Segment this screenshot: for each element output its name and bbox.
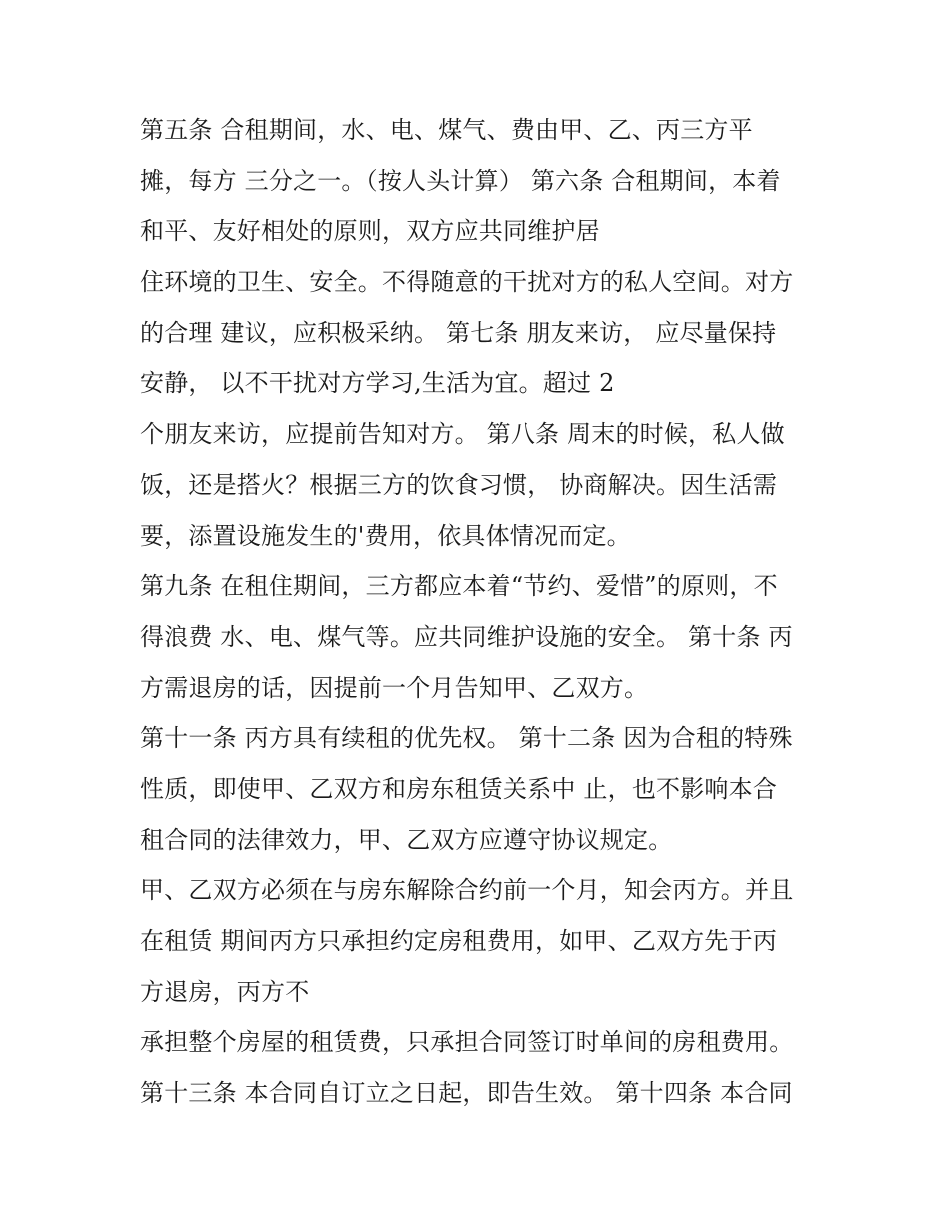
text-line: 租合同的法律效力，甲、乙双方应遵守协议规定。 [140, 825, 673, 854]
document-body [140, 112, 820, 1126]
text-line: 第九条 在租住期间，三方都应本着“节约、爱惜”的原则，不 [140, 572, 778, 601]
text-line: 方需退房的话，因提前一个月告知甲、乙双方。 [140, 673, 649, 702]
text-line: 方退房，丙方不 [140, 977, 310, 1006]
text-line: 甲、乙双方必须在与房东解除合约前一个月，知会丙方。并且 [140, 876, 794, 905]
text-line: 个朋友来访，应提前告知对方。 第八条 周末的时候，私人做 [140, 420, 785, 449]
text-line: 安静， 以不干扰对方学习,生活为宜。超过 2 [140, 369, 615, 398]
text-line: 住环境的卫生、安全。不得随意的干扰对方的私人空间。对方 [140, 268, 794, 297]
text-line: 摊，每方 三分之一。（按人头计算） 第六条 合租期间，本着 [140, 166, 781, 195]
text-line: 和平、友好相处的原则，双方应共同维护居 [140, 217, 600, 246]
text-line: 第十三条 本合同自订立之日起，即告生效。 第十四条 本合同 [140, 1079, 793, 1108]
text-line: 性质，即使甲、乙双方和房东租赁关系中 止，也不影响本合 [140, 774, 778, 803]
text-line: 饭，还是搭火？根据三方的饮食习惯， 协商解决。因生活需 [140, 470, 778, 499]
text-line: 在租赁 期间丙方只承担约定房租费用，如甲、乙双方先于丙 [140, 927, 778, 955]
text-line: 的合理 建议，应积极采纳。 第七条 朋友来访， 应尽量保持 [140, 318, 777, 347]
text-line: 要，添置设施发生的'费用，依具体情况而定。 [140, 521, 631, 550]
text-line: 承担整个房屋的租赁费，只承担合同签订时单间的房租费用。 [140, 1028, 794, 1057]
text-line: 第十一条 丙方具有续租的优先权。 第十二条 因为合租的特殊 [140, 724, 793, 753]
text-line: 得浪费 水、电、煤气等。应共同维护设施的安全。 第十条 丙 [140, 622, 793, 651]
text-line: 第五条 合租期间，水、电、煤气、费由甲、乙、丙三方平 [140, 116, 753, 144]
